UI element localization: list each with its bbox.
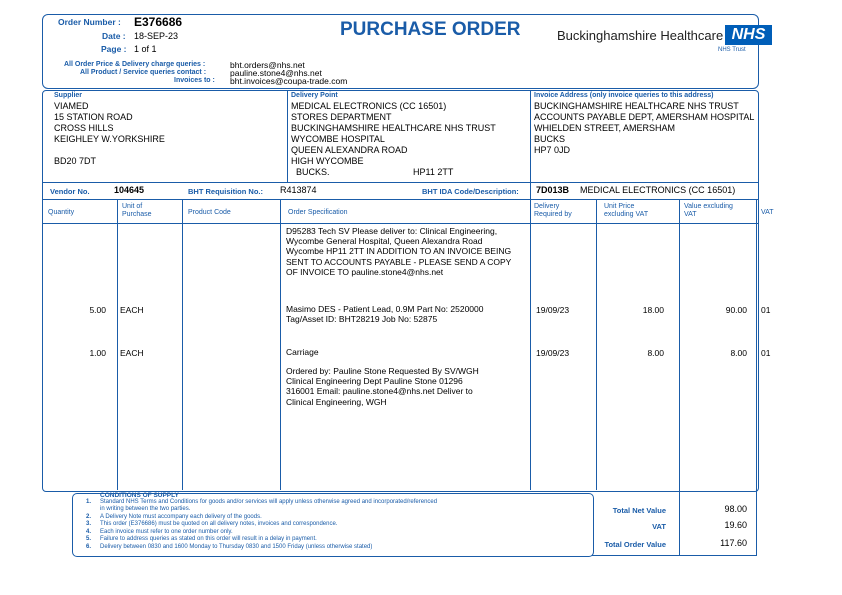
row-vat-code: 01 xyxy=(761,305,771,315)
supplier-address xyxy=(54,101,165,167)
condition-item: 5. Failure to address queries as stated on this order will result in a delay in payment. xyxy=(86,536,317,542)
invoices-email[interactable]: bht.invoices@coupa-trade.com xyxy=(230,76,348,86)
condition-item: 1. Standard NHS Terms and Conditions for goods and/or services will apply unless otherwise agreed and incorporated/referenced xyxy=(86,499,438,505)
column-divider xyxy=(117,199,118,490)
vat-label: VAT xyxy=(652,522,666,531)
conditions-title: CONDITIONS OF SUPPLY xyxy=(100,492,179,499)
supplier-line: KEIGHLEY W.YORKSHIRE xyxy=(54,134,165,144)
delivery-line: QUEEN ALEXANDRA ROAD xyxy=(291,145,408,155)
row-delivery-date: 19/09/23 xyxy=(536,348,570,358)
col-vat: VAT xyxy=(761,209,774,216)
invoice-line: HP7 0JD xyxy=(534,145,571,155)
row-unit-price: 8.00 xyxy=(647,348,664,358)
col-unit: Unit of Purchase xyxy=(122,203,152,218)
vendor-label: Vendor No. xyxy=(50,187,90,196)
requisition-number: R413874 xyxy=(280,185,317,195)
col-unit-price: Unit Price excluding VAT xyxy=(604,203,649,218)
divider xyxy=(592,555,756,556)
product-queries-email[interactable]: pauline.stone4@nhs.net xyxy=(230,68,322,78)
invoices-label: Invoices to : xyxy=(174,77,215,84)
delivery-county: BUCKS. xyxy=(296,167,330,177)
delivery-point-label: Delivery Point xyxy=(291,92,338,99)
page-number: 1 of 1 xyxy=(134,44,157,54)
nhs-trust-label: NHS Trust xyxy=(718,47,746,53)
divider xyxy=(42,199,758,200)
invoice-line: BUCKS xyxy=(534,134,566,144)
ida-code: 7D013B xyxy=(536,185,570,195)
row-quantity: 1.00 xyxy=(89,348,106,358)
condition-item: in writing between the two parties. xyxy=(100,506,191,512)
condition-item: 6. Delivery between 0830 and 1600 Monday to Thursday 0830 and 1500 Friday (unless otherwise stated) xyxy=(86,544,373,550)
condition-item: 4. Each invoice must refer to one order number only. xyxy=(86,529,233,535)
total-order-value: 117.60 xyxy=(720,538,747,548)
order-number-label: Order Number : xyxy=(58,17,121,27)
price-queries-email[interactable]: bht.orders@nhs.net xyxy=(230,60,305,70)
supplier-line: BD20 7DT xyxy=(54,156,97,166)
divider xyxy=(756,490,757,556)
page-label: Page : xyxy=(101,44,127,54)
column-divider xyxy=(280,199,281,490)
order-date: 18-SEP-23 xyxy=(134,31,179,41)
col-delivery: Delivery Required by xyxy=(534,203,572,218)
condition-item: 3. This order (E376686) must be quoted on all delivery notes, invoices and correspondence. xyxy=(86,521,338,527)
row-value: 8.00 xyxy=(730,348,747,358)
vendor-number: 104645 xyxy=(114,185,145,195)
delivery-line: WYCOMBE HOSPITAL xyxy=(291,134,385,144)
col-value: Value excluding VAT xyxy=(684,203,733,218)
supplier-line: CROSS HILLS xyxy=(54,123,114,133)
invoice-address xyxy=(534,101,754,156)
order-number: E376686 xyxy=(134,15,183,29)
supplier-line: VIAMED xyxy=(54,101,89,111)
column-divider xyxy=(679,199,680,490)
org-name: Buckinghamshire Healthcare xyxy=(557,28,724,43)
total-order-label: Total Order Value xyxy=(604,540,666,549)
invoice-line: WHIELDEN STREET, AMERSHAM xyxy=(534,123,676,133)
column-divider xyxy=(596,199,597,490)
total-net-value: 98.00 xyxy=(724,504,747,514)
column-divider xyxy=(530,199,531,490)
delivery-address xyxy=(291,101,496,167)
divider xyxy=(42,223,758,224)
divider xyxy=(287,90,288,182)
row-quantity: 5.00 xyxy=(89,305,106,315)
row-vat-code: 01 xyxy=(761,348,771,358)
col-quantity: Quantity xyxy=(48,209,75,216)
delivery-postcode: HP11 2TT xyxy=(413,167,454,177)
ida-description: MEDICAL ELECTRONICS (CC 16501) xyxy=(580,185,736,195)
invoice-line: BUCKINGHAMSHIRE HEALTHCARE NHS TRUST xyxy=(534,101,739,111)
supplier-label: Supplier xyxy=(54,92,83,99)
invoice-address-label: Invoice Address (only invoice queries to this address) xyxy=(534,92,714,99)
ordered-by-note: Ordered by: Pauline Stone Requested By SV/WGH Clinical Engineering Dept Pauline Stone 01296 316001 Email: pauline.stone4@nhs.net Deliver to Clinical Engineering, WGH xyxy=(286,366,479,407)
supplier-line xyxy=(54,145,165,156)
row-specification: Masimo DES - Patient Lead, 0.9M Part No: 2520000 Tag/Asset ID: BHT28219 Job No: 52875 xyxy=(286,304,484,325)
product-queries-label: All Product / Service queries contact : xyxy=(80,69,207,76)
price-queries-label: All Order Price & Delivery charge queries : xyxy=(64,61,206,68)
divider xyxy=(679,490,680,556)
delivery-line: BUCKINGHAMSHIRE HEALTHCARE NHS TRUST xyxy=(291,123,496,133)
row-unit-price: 18.00 xyxy=(642,305,664,315)
row-unit: EACH xyxy=(120,305,144,315)
col-product-code: Product Code xyxy=(188,209,231,216)
intro-specification: D95283 Tech SV Please deliver to: Clinical Engineering, Wycombe General Hospital, Queen Alexandra Road Wycombe HP11 2TT IN ADDITION TO AN INVOICE BEING SENT TO ACCOUNTS PAYABLE - PLEASE SEND A COPY OF INVOICE TO pauline.stone4@nhs.net xyxy=(286,226,512,277)
page-title: PURCHASE ORDER xyxy=(340,19,521,40)
divider xyxy=(42,182,758,183)
col-specification: Order Specification xyxy=(288,209,348,216)
invoice-line: ACCOUNTS PAYABLE DEPT, AMERSHAM HOSPITAL xyxy=(534,112,755,122)
divider xyxy=(530,182,531,199)
column-divider xyxy=(756,199,757,490)
column-divider xyxy=(182,199,183,490)
total-net-label: Total Net Value xyxy=(612,506,666,515)
delivery-line: HIGH WYCOMBE xyxy=(291,156,364,166)
ida-label: BHT IDA Code/Description: xyxy=(422,187,519,196)
delivery-line: MEDICAL ELECTRONICS (CC 16501) xyxy=(291,101,447,111)
row-value: 90.00 xyxy=(725,305,747,315)
condition-item: 2. A Delivery Note must accompany each delivery of the goods. xyxy=(86,514,262,520)
supplier-line: 15 STATION ROAD xyxy=(54,112,133,122)
divider xyxy=(530,90,531,182)
row-delivery-date: 19/09/23 xyxy=(536,305,570,315)
nhs-logo: NHS xyxy=(725,25,772,45)
row-specification: Carriage xyxy=(286,347,319,357)
row-unit: EACH xyxy=(120,348,144,358)
vat-value: 19.60 xyxy=(724,520,747,530)
delivery-line: STORES DEPARTMENT xyxy=(291,112,392,122)
requisition-label: BHT Requisition No.: xyxy=(188,187,263,196)
date-label: Date : xyxy=(102,31,126,41)
